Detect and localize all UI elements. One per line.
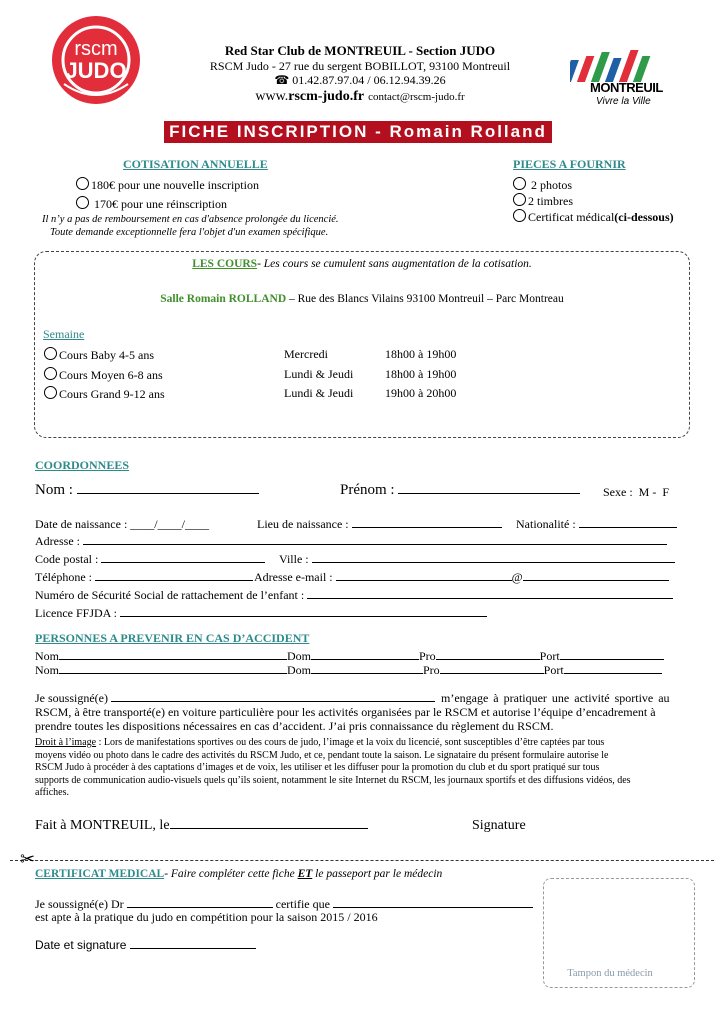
contact-dom-label: Dom bbox=[287, 649, 311, 663]
engagement-line-2: RSCM, à être transporté(e) en voiture particulière pour les activités organisées par le RSCM et autorise l’équipe d’encadrement à bbox=[35, 705, 656, 719]
montreuil-logo bbox=[570, 46, 670, 110]
telephone-field[interactable] bbox=[35, 570, 253, 585]
nationalite-input-line[interactable] bbox=[579, 517, 677, 528]
cours-name: Cours Moyen 6-8 ans bbox=[59, 368, 163, 382]
fait-field[interactable] bbox=[35, 818, 368, 834]
radio-circle-icon[interactable] bbox=[44, 367, 57, 380]
nom-input-line[interactable] bbox=[77, 483, 259, 494]
ville-input-line[interactable] bbox=[312, 552, 675, 563]
cours-subtitle: - Les cours se cumulent sans augmentation de la cotisation. bbox=[257, 258, 532, 270]
cours-row[interactable] bbox=[44, 347, 154, 363]
contact-dom-line[interactable] bbox=[311, 663, 423, 674]
droit-image-text-5: affiches. bbox=[35, 787, 69, 799]
certificat-subtitle-pre: - Faire compléter cette fiche bbox=[164, 868, 298, 880]
certificat-dr-label: Je soussigné(e) Dr bbox=[35, 897, 127, 911]
contact-row[interactable] bbox=[35, 663, 662, 678]
certificat-date-signature[interactable] bbox=[35, 938, 256, 952]
licence-field[interactable] bbox=[35, 606, 487, 621]
club-address: RSCM Judo - 27 rue du sergent BOBILLOT, 93100 Montreuil bbox=[209, 59, 511, 73]
secu-field[interactable] bbox=[35, 588, 673, 603]
contact-dom-line[interactable] bbox=[311, 649, 419, 660]
pieces-item-suffix: (ci-dessous) bbox=[614, 210, 674, 224]
adresse-label: Adresse : bbox=[35, 534, 83, 548]
cotisation-option-new-label: 180€ pour une nouvelle inscription bbox=[91, 178, 259, 192]
tampon-label: Tampon du médecin bbox=[567, 968, 653, 979]
contact-port-label: Port bbox=[539, 649, 560, 663]
prenom-label: Prénom : bbox=[340, 482, 399, 498]
cours-salle bbox=[0, 293, 724, 305]
nom-field[interactable] bbox=[35, 482, 259, 499]
pieces-item-timbres bbox=[513, 193, 573, 209]
ville-field[interactable] bbox=[279, 552, 675, 567]
contact-nom-line[interactable] bbox=[59, 663, 287, 674]
cours-time: 18h00 à 19h00 bbox=[385, 367, 457, 381]
club-name: Red Star Club de MONTREUIL - Section JUDO bbox=[224, 43, 496, 58]
cours-box bbox=[34, 251, 690, 438]
ville-label: Ville : bbox=[279, 552, 312, 566]
secu-label: Numéro de Sécurité Social de rattachement de l’enfant : bbox=[35, 588, 308, 602]
club-phone: 01.42.87.97.04 / 06.12.94.39.26 bbox=[292, 73, 446, 87]
droit-image-text-4: supports de communication audio-visuels quels qu’ils soient, notamment le site Internet du RSCM, les journaux sportifs et des diffusions vidéos, des bbox=[35, 774, 631, 786]
salle-address: – Rue des Blancs Vilains 93100 Montreuil – Parc Montreau bbox=[286, 293, 564, 305]
licence-input-line[interactable] bbox=[120, 606, 487, 617]
radio-circle-icon[interactable] bbox=[44, 386, 57, 399]
cotisation-note-1: Il n’y a pas de remboursement en cas d'absence prolongée du licencié. bbox=[42, 214, 339, 225]
certificat-header bbox=[35, 868, 442, 880]
contact-pro-label: Pro bbox=[423, 663, 440, 677]
checkbox-circle-icon[interactable] bbox=[513, 177, 526, 190]
email-at: @ bbox=[511, 570, 523, 584]
logo-text-rscm: rscm bbox=[74, 38, 118, 60]
personnes-title: PERSONNES A PREVENIR EN CAS D’ACCIDENT bbox=[35, 631, 310, 645]
code-postal-label: Code postal : bbox=[35, 552, 102, 566]
rscm-logo bbox=[50, 14, 142, 106]
cut-line bbox=[10, 860, 714, 861]
certificat-dr-line[interactable] bbox=[127, 897, 273, 908]
cours-header bbox=[0, 258, 724, 270]
droit-image-label: Droit à l’image bbox=[35, 737, 97, 748]
logo-text-judo: JUDO bbox=[65, 58, 127, 83]
pieces-item-label: Certificat médical bbox=[528, 210, 615, 224]
email-link[interactable]: contact@rscm-judo.fr bbox=[368, 91, 465, 103]
contact-pro-label: Pro bbox=[419, 649, 436, 663]
contact-pro-line[interactable] bbox=[436, 649, 540, 660]
pieces-item-photos bbox=[513, 177, 572, 193]
pieces-item-label: 2 photos bbox=[528, 178, 573, 192]
nationalite-field[interactable] bbox=[516, 517, 677, 532]
cotisation-option-renew-label: 170€ pour une réinscription bbox=[91, 197, 227, 211]
phone-icon: ☎ bbox=[274, 73, 290, 87]
prenom-input-line[interactable] bbox=[398, 483, 580, 494]
contact-port-line[interactable] bbox=[560, 649, 664, 660]
checkbox-circle-icon[interactable] bbox=[513, 209, 526, 222]
certificat-patient-line[interactable] bbox=[333, 897, 533, 908]
certificat-subtitle-post: le passeport par le médecin bbox=[312, 868, 443, 880]
contact-row[interactable] bbox=[35, 649, 664, 664]
website-link[interactable]: rscm-judo.fr bbox=[288, 89, 365, 104]
club-phone-row bbox=[180, 73, 540, 88]
engagement-start: Je soussigné(e) bbox=[35, 691, 108, 705]
cours-day: Lundi & Jeudi bbox=[284, 367, 354, 381]
date-signature-label: Date et signature bbox=[35, 938, 130, 952]
engagement-name-line[interactable] bbox=[111, 691, 435, 702]
page-title: FICHE INSCRIPTION - Romain Rolland bbox=[164, 121, 552, 143]
semaine-label: Semaine bbox=[43, 327, 85, 341]
droit-image-block bbox=[35, 737, 631, 800]
naissance-label: Date de naissance : ____/____/____ bbox=[35, 517, 209, 531]
cours-row[interactable] bbox=[44, 367, 163, 383]
email-input-line[interactable] bbox=[336, 570, 512, 581]
engagement-line-1 bbox=[35, 691, 670, 706]
telephone-label: Téléphone : bbox=[35, 570, 95, 584]
cours-time: 18h00 à 19h00 bbox=[385, 347, 457, 361]
naissance-field[interactable] bbox=[35, 517, 209, 532]
radio-circle-icon[interactable] bbox=[76, 177, 89, 190]
cours-row[interactable] bbox=[44, 386, 165, 402]
code-postal-field[interactable] bbox=[35, 552, 265, 567]
secu-input-line[interactable] bbox=[307, 588, 673, 599]
club-web-row bbox=[180, 87, 540, 105]
droit-image-text-1: : Lors de manifestations sportives ou des cours de judo, l’image et la voix du licencié, sont susceptibles d’être captées par tous bbox=[96, 737, 605, 748]
pieces-title: PIECES A FOURNIR bbox=[513, 157, 626, 171]
cours-day: Lundi & Jeudi bbox=[284, 386, 354, 400]
scissors-icon: ✂ bbox=[20, 849, 36, 869]
pieces-item-label: 2 timbres bbox=[528, 194, 573, 208]
licence-label: Licence FFJDA : bbox=[35, 606, 120, 620]
montreuil-logo-tagline: Vivre la Ville bbox=[596, 96, 651, 107]
nom-label: Nom : bbox=[35, 482, 77, 498]
engagement-line-3: prendre toutes les dispositions nécessaires en cas d’accident. J’ai pris connaissance du règlement du RSCM. bbox=[35, 719, 554, 733]
date-signature-line[interactable] bbox=[130, 938, 256, 949]
telephone-input-line[interactable] bbox=[95, 570, 253, 581]
montreuil-logo-title: MONTREUIL bbox=[590, 80, 663, 95]
contact-port-label: Port bbox=[543, 663, 564, 677]
code-postal-input-line[interactable] bbox=[101, 552, 265, 563]
contact-nom-line[interactable] bbox=[59, 649, 287, 660]
certificat-title: CERTIFICAT MEDICAL bbox=[35, 868, 165, 880]
certificat-certifie-label: certifie que bbox=[272, 897, 333, 911]
cotisation-option-new[interactable] bbox=[76, 177, 259, 193]
cotisation-option-renew[interactable] bbox=[76, 196, 227, 212]
contact-nom-label: Nom bbox=[35, 649, 59, 663]
email-field[interactable] bbox=[254, 570, 669, 585]
radio-circle-icon[interactable] bbox=[44, 347, 57, 360]
pieces-item-certificat bbox=[513, 209, 674, 225]
cours-name: Cours Grand 9-12 ans bbox=[59, 387, 165, 401]
certificat-subtitle-et: ET bbox=[297, 868, 313, 880]
certificat-line-2: est apte à la pratique du judo en compétition pour la saison 2015 / 2016 bbox=[35, 910, 378, 924]
engagement-mid: m’engage à pratiquer une activité sportive au bbox=[440, 691, 670, 705]
cours-title: LES COURS bbox=[192, 258, 258, 270]
adresse-field[interactable] bbox=[35, 534, 667, 549]
contact-dom-label: Dom bbox=[287, 663, 311, 677]
salle-name: Salle Romain ROLLAND bbox=[160, 293, 287, 305]
lieu-label: Lieu de naissance : bbox=[257, 517, 352, 531]
contact-pro-line[interactable] bbox=[440, 663, 544, 674]
cours-name: Cours Baby 4-5 ans bbox=[59, 348, 154, 362]
lieu-field[interactable] bbox=[257, 517, 502, 532]
email-label: Adresse e-mail : bbox=[254, 570, 336, 584]
cours-day: Mercredi bbox=[284, 347, 328, 361]
prenom-field[interactable] bbox=[340, 482, 580, 499]
nationalite-label: Nationalité : bbox=[516, 517, 579, 531]
lieu-input-line[interactable] bbox=[352, 517, 502, 528]
website-prefix: www. bbox=[255, 89, 289, 104]
adresse-input-line[interactable] bbox=[83, 534, 667, 545]
contact-port-line[interactable] bbox=[564, 663, 662, 674]
cotisation-title: COTISATION ANNUELLE bbox=[123, 157, 268, 171]
sexe-label[interactable]: Sexe : M - F bbox=[603, 485, 669, 499]
checkbox-circle-icon[interactable] bbox=[513, 193, 526, 206]
droit-image-text-3: RSCM Judo à procéder à des captations d’images et de voix, les utiliser et les diffuser pour la promotion du club et du sport pratiqué sur tous bbox=[35, 762, 600, 774]
droit-image-text-2: moyens vidéo ou photo dans le cadre des activités du RSCM Judo, et ce, pendant toute la saison. Le signataire du présent formulaire autorise le bbox=[35, 749, 609, 761]
cotisation-note-2: Toute demande exceptionnelle fera l'objet d'un examen spécifique. bbox=[50, 227, 329, 238]
fait-date-line[interactable] bbox=[170, 818, 368, 829]
fait-label: Fait à MONTREUIL, le bbox=[35, 818, 170, 833]
email-domain-line[interactable] bbox=[523, 570, 669, 581]
signature-label: Signature bbox=[472, 818, 526, 833]
contact-nom-label: Nom bbox=[35, 663, 59, 677]
cours-time: 19h00 à 20h00 bbox=[385, 386, 457, 400]
radio-circle-icon[interactable] bbox=[76, 196, 89, 209]
coordonnees-title: COORDONNEES bbox=[35, 458, 130, 472]
